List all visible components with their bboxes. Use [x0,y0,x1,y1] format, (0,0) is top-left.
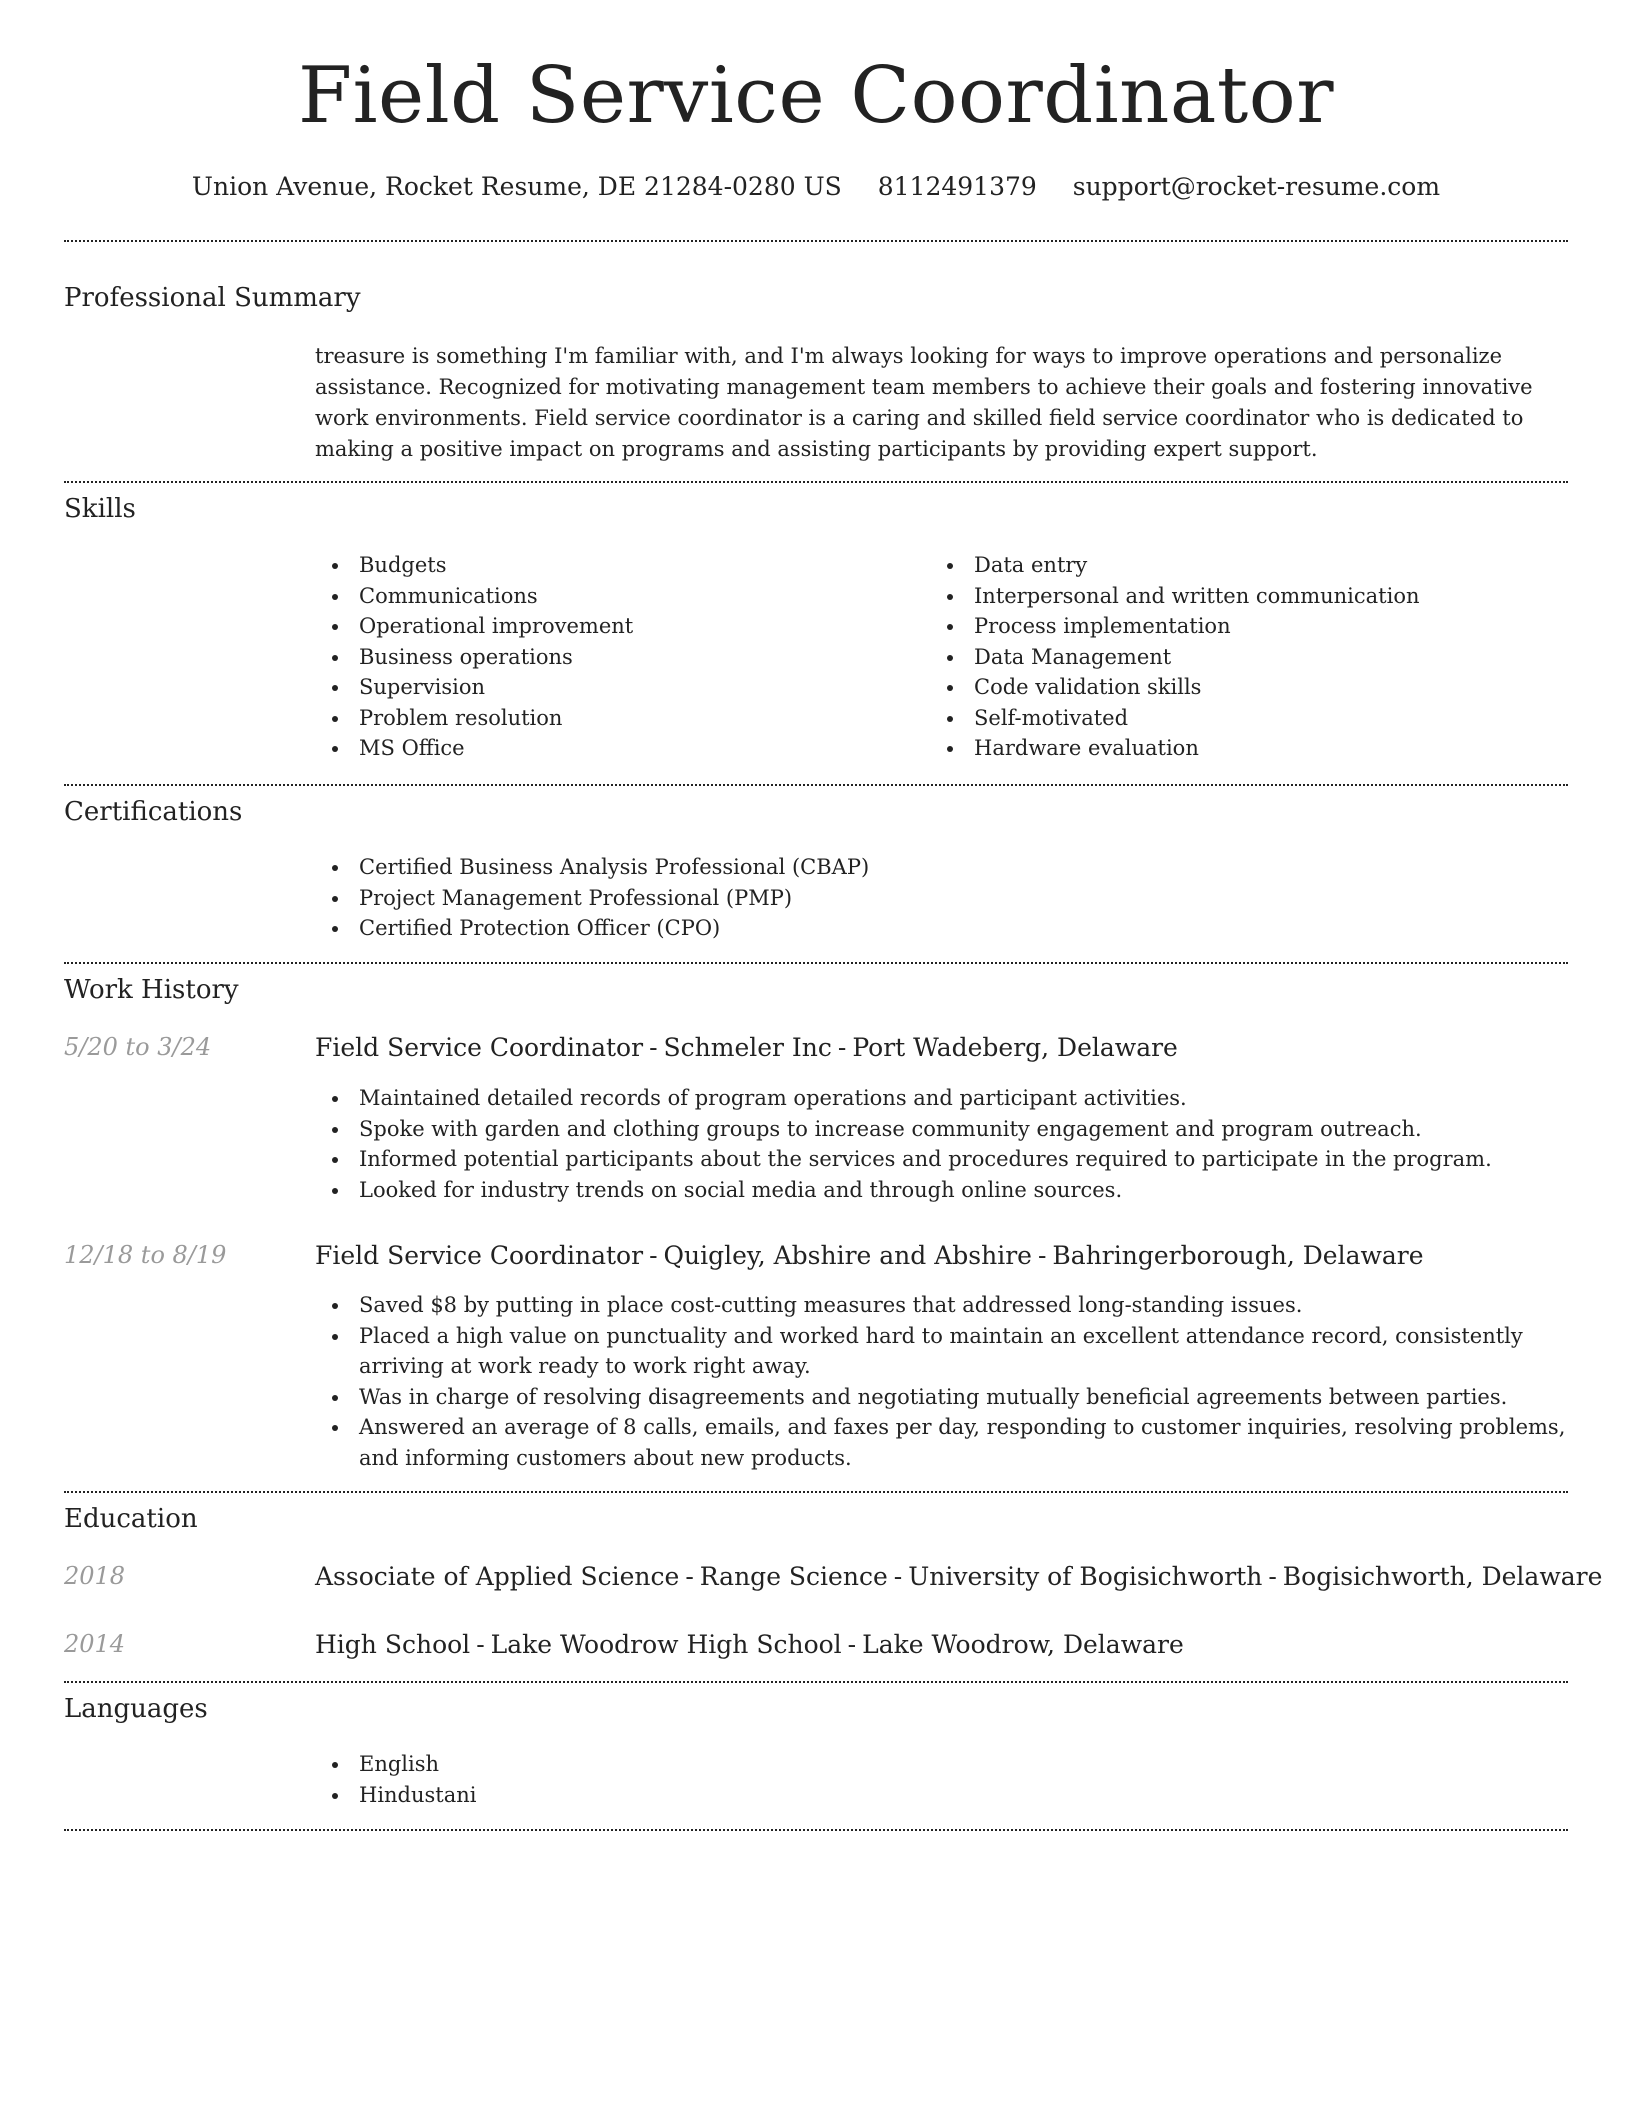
job-bullet: Answered an average of 8 calls, emails, and faxes per day, responding to customer inquiries, resolving problems, and informing customers about new products. [315,1412,1570,1473]
skill-item: Interpersonal and written communication [930,581,1570,612]
section-divider [64,1681,1568,1683]
education-location: Lake Woodrow, Delaware [862,1630,1184,1659]
certification-item: Certified Business Analysis Professional (CBAP) [315,852,1570,883]
job-bullet: Looked for industry trends on social media and through online sources. [315,1175,1570,1206]
education-heading: Associate of Applied Science - Range Science - University of Bogisichworth - Bogisichworth, Delaware [315,1562,1603,1591]
section-title-work: Work History [64,975,239,1005]
section-title-summary: Professional Summary [64,283,361,313]
section-divider [64,240,1568,242]
contact-email: support@rocket-resume.com [1072,172,1441,201]
contact-line [0,172,1632,202]
skill-item: Code validation skills [930,672,1570,703]
job-bullet: Spoke with garden and clothing groups to increase community engagement and program outreach. [315,1114,1570,1145]
job-dates: 12/18 to 8/19 [64,1241,227,1269]
job-bullet: Saved $8 by putting in place cost-cutting measures that addressed long-standing issues. [315,1290,1570,1321]
education-field: Range Science [699,1562,888,1591]
skill-item: Communications [315,581,915,612]
job-heading: Field Service Coordinator - Quigley, Abshire and Abshire - Bahringerborough, Delaware [315,1241,1424,1270]
contact-phone: 8112491379 [877,172,1037,201]
certification-item: Project Management Professional (PMP) [315,883,1570,914]
education-degree: High School [315,1630,471,1659]
skill-item: Budgets [315,550,915,581]
job-bullet: Informed potential participants about the services and procedures required to participate in the program. [315,1144,1570,1175]
skill-item: Data entry [930,550,1570,581]
skill-item: Supervision [315,672,915,703]
skill-item: Self-motivated [930,703,1570,734]
section-divider [64,1829,1568,1831]
skills-list-left [315,550,915,764]
section-divider [64,962,1568,964]
language-item: English [315,1749,1570,1780]
job-role: Field Service Coordinator [315,1241,644,1270]
languages-list [315,1749,1570,1810]
contact-address: Union Avenue, Rocket Resume, DE 21284-0280 US [191,172,842,201]
job-dates: 5/20 to 3/24 [64,1033,212,1061]
summary-text: treasure is something I'm familiar with, and I'm always looking for ways to improve operations and personalize assistance. Recognized for motivating management team members to achieve their goals and fostering innovative work environments. Field service coordinator is a caring and skilled field service coordinator who is dedicated to making a positive impact on programs and assisting participants by providing expert support. [315,344,1533,461]
section-title-skills: Skills [64,494,136,524]
education-year: 2014 [64,1630,126,1658]
education-heading: High School - Lake Woodrow High School - Lake Woodrow, Delaware [315,1630,1184,1659]
certification-item: Certified Protection Officer (CPO) [315,913,1570,944]
skill-item: MS Office [315,733,915,764]
job-heading: Field Service Coordinator - Schmeler Inc - Port Wadeberg, Delaware [315,1033,1178,1062]
education-degree: Associate of Applied Science [315,1562,680,1591]
job-location: Bahringerborough, Delaware [1052,1241,1424,1270]
job-location: Port Wadeberg, Delaware [852,1033,1178,1062]
section-divider [64,1491,1568,1493]
job-bullet: Placed a high value on punctuality and worked hard to maintain an excellent attendance record, consistently arriving at work ready to work right away. [315,1321,1570,1382]
skill-item: Process implementation [930,611,1570,642]
job-role: Field Service Coordinator [315,1033,644,1062]
job-company: Quigley, Abshire and Abshire [663,1241,1032,1270]
section-divider [64,784,1568,786]
section-title-languages: Languages [64,1694,208,1724]
skills-list-right [930,550,1570,764]
education-school: Lake Woodrow High School [490,1630,842,1659]
skill-item: Problem resolution [315,703,915,734]
section-title-certifications: Certifications [64,797,243,827]
skill-item: Business operations [315,642,915,673]
skill-item: Operational improvement [315,611,915,642]
education-location: Bogisichworth, Delaware [1282,1562,1603,1591]
language-item: Hindustani [315,1780,1570,1811]
job-bullets [315,1290,1570,1473]
job-bullet: Maintained detailed records of program operations and participant activities. [315,1083,1570,1114]
education-school: University of Bogisichworth [908,1562,1263,1591]
section-title-education: Education [64,1504,198,1534]
job-bullets [315,1083,1570,1205]
skill-item: Hardware evaluation [930,733,1570,764]
job-bullet: Was in charge of resolving disagreements and negotiating mutually beneficial agreements between parties. [315,1382,1570,1413]
education-year: 2018 [64,1562,126,1590]
section-divider [64,481,1568,483]
skill-item: Data Management [930,642,1570,673]
certifications-list [315,852,1570,944]
resume-name: Field Service Coordinator [297,51,1335,141]
job-company: Schmeler Inc [663,1033,832,1062]
